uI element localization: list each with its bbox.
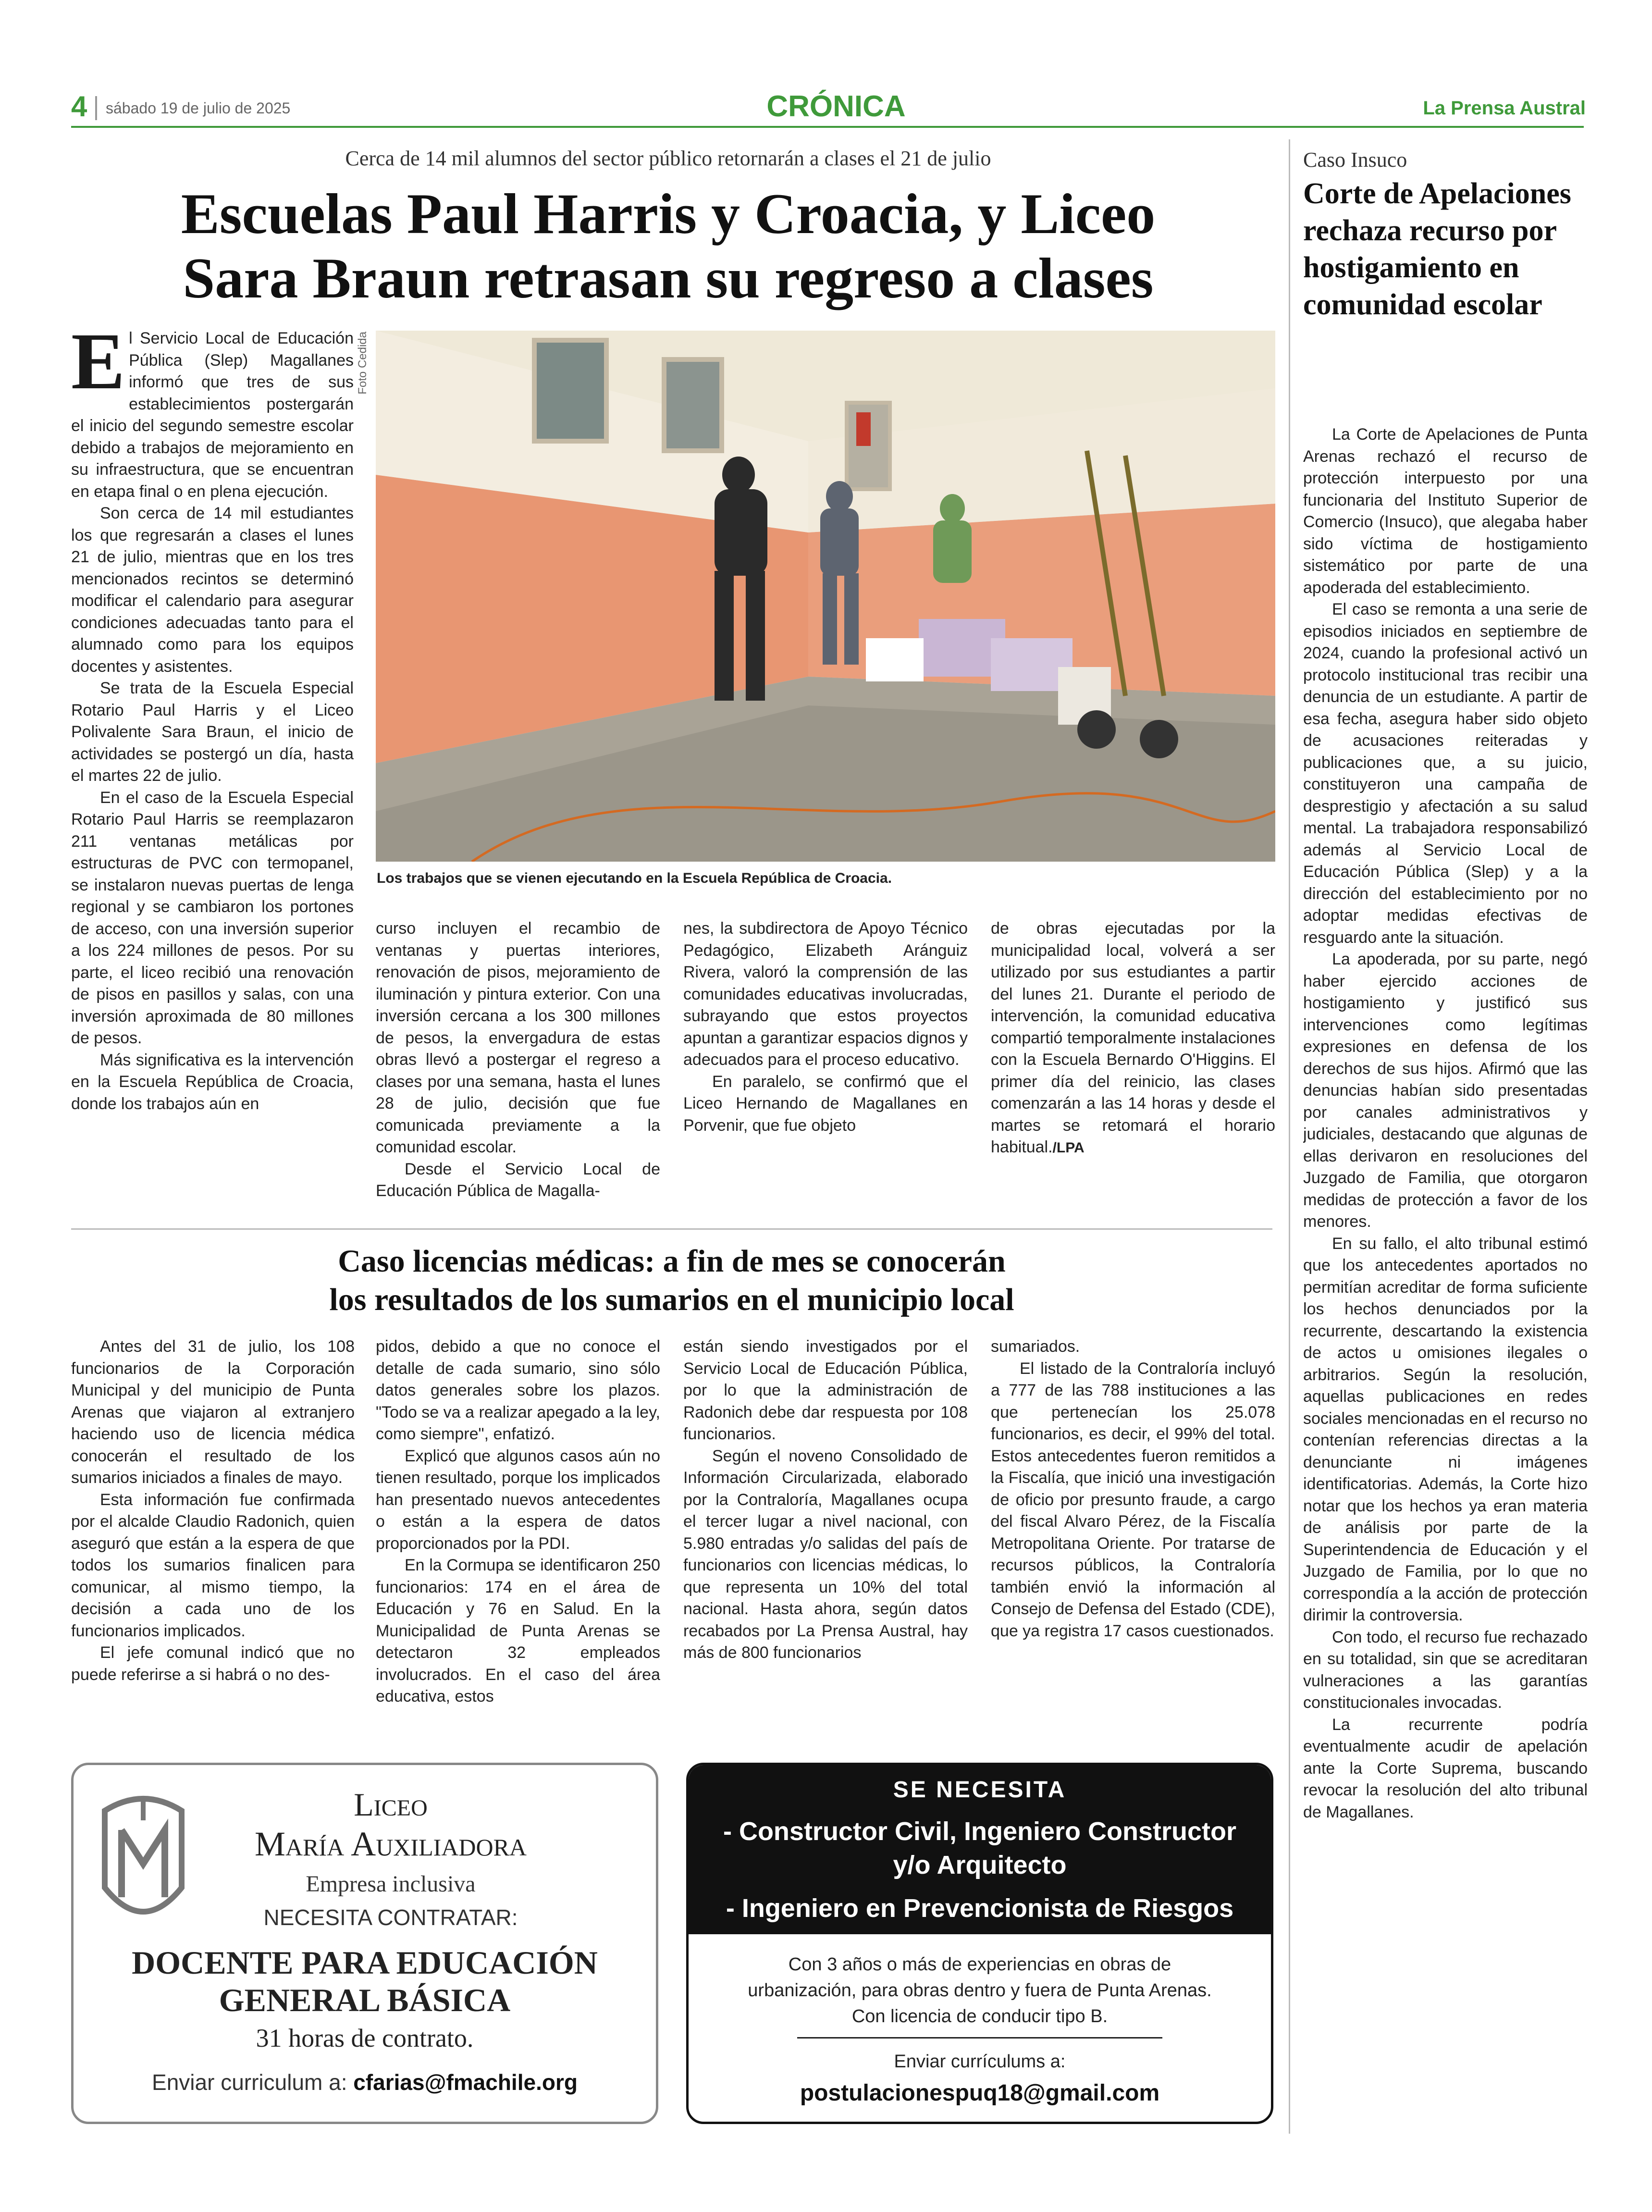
- main-col3-p2: En paralelo, se confirmó que el Liceo Hernando de Magallanes en Porvenir, que fue objeto: [683, 1072, 968, 1135]
- ad-left-line2: María Auxiliadora: [254, 1825, 527, 1863]
- main-col1-p3: Se trata de la Escuela Especial Rotario Paul Harris y el Liceo Polivalente Sara Braun, el inicio de actividades se postergó un día, hasta el martes 22 de julio.: [71, 679, 354, 785]
- second-col4-p1: sumariados.: [991, 1337, 1080, 1356]
- ad-left-email[interactable]: cfarias@fmachile.org: [353, 2070, 578, 2095]
- photo-credit: Foto Cedida: [356, 332, 369, 395]
- school-logo: [95, 1792, 191, 1940]
- main-col2-p1: curso incluyen el recambio de ventanas y puertas interiores, renovación de pisos, mejoramiento de iluminación y pintura exterior. Con una inversión cercana a los 300 millones de pesos, la envergadura de estas obras llevó a postergar el regreso a clases por una semana, hasta el lunes 28 de julio, decisión que fue comunicada previamente a la comunidad escolar.: [376, 919, 660, 1156]
- ad-right-title: SE NECESITA: [893, 1777, 1067, 1803]
- ad-liceo-maria-auxiliadora: [71, 1763, 658, 2124]
- ad-right-email[interactable]: postulacionespuq18@gmail.com: [800, 2080, 1160, 2106]
- ad-left-line3: Empresa inclusiva: [306, 1871, 476, 1897]
- main-col1-p2: Son cerca de 14 mil estudiantes los que regresarán a clases el lunes 21 de julio, mientras que en los tres mencionados recintos se determinó modificar el calendario para asegurar condiciones adecuadas tanto para el alumnado como para los equipos docentes y asistentes.: [71, 504, 354, 676]
- photo-caption: Los trabajos que se vienen ejecutando en la Escuela República de Croacia.: [377, 870, 892, 886]
- dropcap: E: [71, 328, 125, 406]
- second-col2-p3: En la Cormupa se identificaron 250 funcionarios: 174 en el área de Educación y 76 en Salud. En la Municipalidad de Punta Arenas se detectaron 32 empleados involucrados. En el caso del área educativa, estos: [376, 1556, 660, 1705]
- ad-se-necesita: [686, 1763, 1273, 2124]
- second-headline-line-1: Caso licencias médicas: a fin de mes se conocerán: [338, 1244, 1006, 1279]
- second-col1-p2: Esta información fue confirmada por el alcalde Claudio Radonich, quien aseguró que están a la espera de que todos los sumarios finalicen para comunicar, al mismo tiempo, la decisión a cada uno de los funcionarios implicados.: [71, 1490, 355, 1640]
- headline-line-2: Sara Braun retrasan su regreso a clases: [183, 246, 1154, 310]
- ad-right-req2: urbanización, para obras dentro y fuera de Punta Arenas.: [748, 1980, 1212, 2001]
- ad-right-send-label: Enviar currículums a:: [894, 2051, 1066, 2072]
- ad-left-email-label: Enviar curriculum a:: [152, 2070, 347, 2095]
- second-col1-p3: El jefe comunal indicó que no puede referirse a si habrá o no des-: [71, 1644, 355, 1684]
- second-headline-line-2: los resultados de los sumarios en el municipio local: [329, 1282, 1014, 1317]
- ad-left-line7: 31 horas de contrato.: [256, 2024, 474, 2052]
- sidebar-kicker: Caso Insuco: [1303, 148, 1407, 172]
- second-col1-p1: Antes del 31 de julio, los 108 funcionarios de la Corporación Municipal y del municipio de Punta Arenas que viajaron al extranjero haciendo uso de licencia médica conocerán el resultado de los sumarios iniciados a finales de mayo.: [71, 1337, 355, 1487]
- main-col1-p5: Más significativa es la intervención en la Escuela República de Croacia, donde los trabajos aún en: [71, 1050, 354, 1113]
- main-col1-intro: l Servicio Local de Educación Pública (Slep) Magallanes informó que tres de sus establecimientos postergarán el inicio del segundo semestre escolar debido a trabajos de mejoramiento en su infraestructura, que se encuentran en etapa final o en plena ejecución.: [71, 329, 354, 501]
- ad-right-job1-line1: - Constructor Civil, Ingeniero Constructor: [723, 1817, 1237, 1846]
- ad-left-line1: Liceo: [354, 1786, 428, 1823]
- article-signature: /LPA: [1052, 1140, 1085, 1156]
- second-col3-p1: están siendo investigados por el Servicio Local de Educación Pública, por lo que la administración de Radonich debe dar respuesta por 108 funcionarios.: [683, 1337, 968, 1443]
- main-col3-p1: nes, la subdirectora de Apoyo Técnico Pedagógico, Elizabeth Aránguiz Rivera, valoró la comprensión de las comunidades educativas involucradas, subrayando que estos proyectos apuntan a garantizar espacios dignos y adecuados para el proceso educativo.: [683, 919, 968, 1069]
- ad-right-req1: Con 3 años o más de experiencias en obras de: [788, 1954, 1171, 1975]
- sidebar-p1: La Corte de Apelaciones de Punta Arenas rechazó el recurso de protección interpuesto por una funcionaria del Instituto Superior de Comercio (Insuco), que alegaba haber sido víctima de hostigamiento sistemático por parte de una apoderada del establecimiento.: [1303, 425, 1588, 597]
- sidebar-p6: La recurrente podría eventualmente acudir de apelación ante la Corte Suprema, buscando revocar la resolución del alto tribunal de Magallanes.: [1303, 1715, 1588, 1821]
- main-col4-text: de obras ejecutadas por la municipalidad local, volverá a ser utilizado por sus estudiantes a partir del lunes 21. Durante el periodo de intervención, la comunidad educativa compartió temporalmente instalaciones con la Escuela Bernardo O'Higgins. El primer día del reinicio, las clases comenzarán a las 14 horas y desde el martes se retomará el horario habitual.: [991, 919, 1275, 1156]
- sidebar-divider: [1289, 139, 1290, 2134]
- second-col2-p2: Explicó que algunos casos aún no tienen resultado, porque los implicados han presentado nuevos antecedentes o están a la espera de datos proporcionados por la PDI.: [376, 1446, 660, 1553]
- main-article-column-1: [71, 328, 354, 1222]
- second-article-column-1: [71, 1336, 355, 1735]
- sidebar-p4: En su fallo, el alto tribunal estimó que los antecedentes aportados no permitían acreditar de forma suficiente los hechos denunciados por la recurrente, descartando la existencia de actos u omisiones ilegales o arbitrarios. Según la resolución, aquellas publicaciones en redes sociales mencionadas en el recurso no contenían referencias directas a la denunciante ni imágenes identificatorias. Además, la Corte hizo notar que los hechos ya eran materia de análisis por parte de la Superintendencia de Educación y el Juzgado de Familia, por lo que no correspondía a la acción de protección dirimir la controversia.: [1303, 1234, 1588, 1624]
- sidebar-p5: Con todo, el recurso fue rechazado en su totalidad, sin que se acreditaran vulneraciones a las garantías constitucionales invocadas.: [1303, 1628, 1588, 1712]
- second-article-column-4: [991, 1336, 1275, 1735]
- sidebar-headline: Corte de Apelaciones rechaza recurso por hostigamiento en comunidad escolar: [1303, 177, 1571, 321]
- page-number: 4: [71, 90, 87, 123]
- second-article-column-2: [376, 1336, 660, 1735]
- ad-right-job1-line2: y/o Arquitecto: [893, 1851, 1067, 1879]
- article-separator: [71, 1228, 1272, 1230]
- main-col2-p2: Desde el Servicio Local de Educación Pública de Magalla-: [376, 1160, 660, 1200]
- ad-left-line5: DOCENTE PARA EDUCACIÓN: [132, 1944, 598, 1981]
- main-col4-p1: [991, 918, 1275, 1159]
- header-divider-small: [95, 96, 97, 120]
- second-col4-p2: El listado de la Contraloría incluyó a 777 de las 788 instituciones a las que pertenecían los 25.078 funcionarios, es decir, el 99% del total. Estos antecedentes fueron remitidos a la Fiscalía, que inició una investigación de oficio por presunto fraude, a cargo del fiscal Alvaro Pérez, de la Fiscalía Metropolitana Oriente. Por tratarse de recursos públicos, la Contraloría también envió la información al Consejo de Defensa del Estado (CDE), que ya registra 17 casos cuestionados.: [991, 1359, 1275, 1640]
- second-article-column-3: [683, 1336, 968, 1735]
- ad-right-job2: - Ingeniero en Prevencionista de Riesgos: [726, 1894, 1234, 1923]
- ad-left-contact: [83, 2068, 646, 2097]
- header-rule: [71, 126, 1584, 128]
- ad-right-rule: [797, 2037, 1162, 2039]
- newspaper-name: La Prensa Austral: [1423, 98, 1586, 119]
- sidebar-p3: La apoderada, por su parte, negó haber ejercido acciones de hostigamiento y justificó sus intervenciones como legítimas expresiones en defensa de los derechos de sus hijos. Afirmó que las denuncias habían sido presentadas por canales administrativos y judiciales, destacando que algunas de ellas derivaron en resoluciones del Juzgado de Familia, que otorgaron medidas de protección a favor de los menores.: [1303, 950, 1588, 1231]
- headline-line-1: Escuelas Paul Harris y Croacia, y Liceo: [181, 182, 1156, 246]
- second-col3-p2: Según el noveno Consolidado de Información Circularizada, elaborado por la Contraloría, Magallanes ocupa el tercer lugar a nivel nacional, con 5.980 entradas y/o salidas del país de funcionarios con licencias médicas, lo que representa un 10% del total nacional. Hasta ahora, según datos recabados por La Prensa Austral, hay más de 800 funcionarios: [683, 1446, 968, 1662]
- section-title: CRÓNICA: [766, 90, 906, 123]
- sidebar-p2: El caso se remonta a una serie de episodios iniciados en septiembre de 2024, cuando la profesional activó un protocolo institucional tras recibir una denuncia de un estudiante. A partir de esa fecha, asegura haber sido objeto de acusaciones reiteradas y publicaciones que, a su juicio, constituyeron una campaña de desprestigio y afectación a su salud mental. La trabajadora responsabilizó además al Servicio Local de Educación Pública (Slep) y a la dirección del establecimiento por no adoptar medidas efectivas de resguardo ante la situación.: [1303, 600, 1588, 947]
- article-photo: [376, 331, 1275, 862]
- second-article-headline: [71, 1242, 1272, 1319]
- ad-left-line4: NECESITA CONTRATAR:: [263, 1905, 518, 1930]
- sidebar-body: [1303, 424, 1588, 2125]
- second-col2-p1: pidos, debido a que no conoce el detalle de cada sumario, sino sólo datos generales sobre los plazos. "Todo se va a realizar apegado a la ley, como siempre", enfatizó.: [376, 1337, 660, 1443]
- article-kicker: Cerca de 14 mil alumnos del sector público retornarán a clases el 21 de julio: [345, 147, 991, 170]
- main-article-column-4: [991, 918, 1275, 1221]
- page-date: sábado 19 de julio de 2025: [106, 99, 291, 117]
- main-col1-p4: En el caso de la Escuela Especial Rotario Paul Harris se reemplazaron 211 ventanas metálicas por estructuras de PVC con termopanel, se instalaron nuevas puertas de lenga regional y se cambiaron los portones de acceso, con una inversión superior a los 224 millones de pesos. Por su parte, el liceo recibió una renovación de pisos en pasillos y salas, con una inversión aproximada de 80 millones de pesos.: [71, 788, 354, 1047]
- main-article-column-2: [376, 918, 660, 1221]
- ad-left-line6: GENERAL BÁSICA: [219, 1982, 511, 2018]
- main-article-column-3: [683, 918, 968, 1221]
- ad-right-req3: Con licencia de conducir tipo B.: [851, 2006, 1108, 2027]
- article-headline: [71, 182, 1265, 310]
